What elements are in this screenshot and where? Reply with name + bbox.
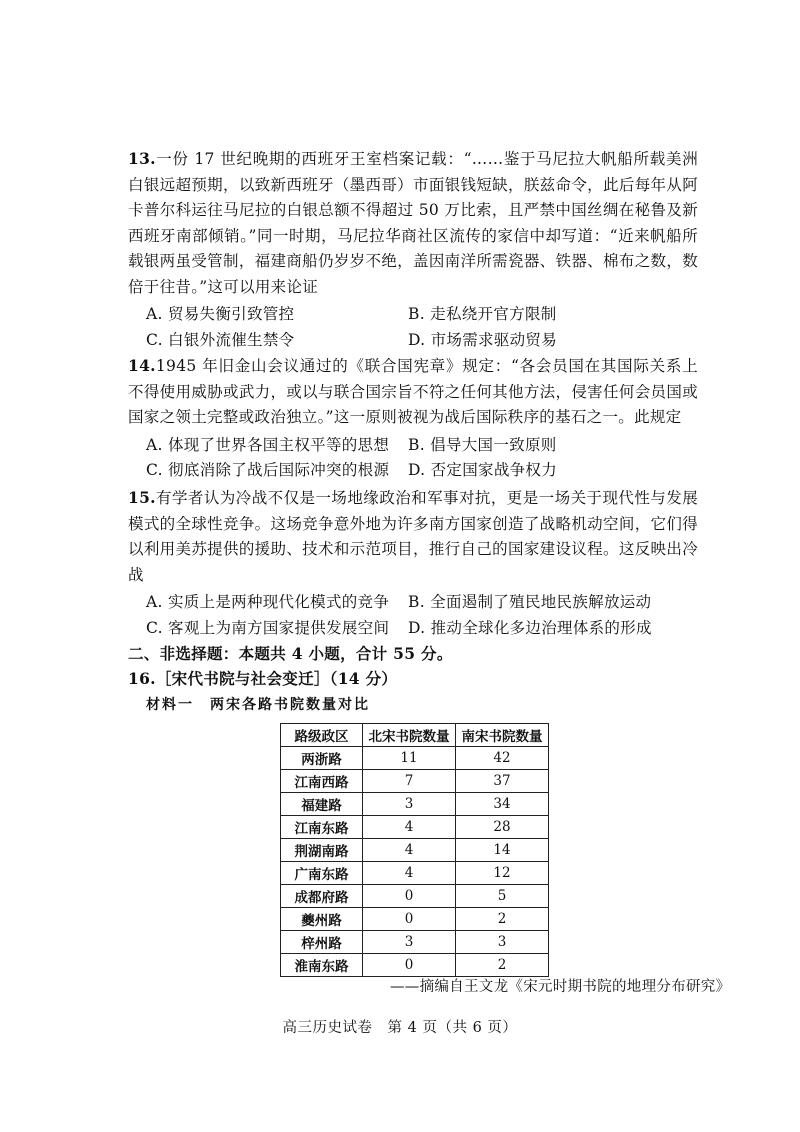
table-cell-northern: 4 <box>363 862 456 885</box>
question-14 <box>128 353 698 484</box>
question-15-options <box>128 590 698 641</box>
table-cell-region: 成都府路 <box>281 885 363 908</box>
table-cell-region: 夔州路 <box>281 908 363 931</box>
table-cell-northern: 0 <box>363 908 456 931</box>
table-cell-northern: 11 <box>363 747 456 770</box>
question-14-options <box>128 433 698 484</box>
table-cell-northern: 3 <box>363 931 456 954</box>
table-row <box>281 747 549 770</box>
question-14-stem <box>128 353 698 431</box>
table-cell-region: 江南西路 <box>281 770 363 793</box>
table-cell-northern: 4 <box>363 816 456 839</box>
table-header-region: 路级政区 <box>281 724 363 747</box>
table-row <box>281 954 549 977</box>
table-cell-region: 梓州路 <box>281 931 363 954</box>
question-13-options <box>128 302 698 353</box>
section-heading: 二、非选择题：本题共 4 小题，合计 55 分。 <box>128 644 453 663</box>
option-15-c[interactable]: C. 客观上为南方国家提供发展空间 <box>146 618 390 637</box>
table-cell-region: 两浙路 <box>281 747 363 770</box>
question-15-text: 有学者认为冷战不仅是一场地缘政治和军事对抗，更是一场关于现代性与发展模式的全球性竞争。这场竞争意外地为许多南方国家创造了战略机动空间，它们得以利用美苏提供的援助、技术和示范项目，推行自己的国家建设议程。这反映出冷战 <box>128 489 698 584</box>
table-cell-region: 淮南东路 <box>281 954 363 977</box>
option-13-b[interactable]: B. 走私绕开官方限制 <box>408 305 557 323</box>
table-cell-northern: 0 <box>363 954 456 977</box>
table-row <box>281 908 549 931</box>
question-15-stem <box>128 485 698 588</box>
question-15 <box>128 485 698 641</box>
table-cell-southern: 12 <box>456 862 549 885</box>
table-cell-southern: 34 <box>456 793 549 816</box>
question-16-heading: 16.［宋代书院与社会变迁］（14 分） <box>128 669 398 688</box>
question-14-number: 14. <box>128 356 156 375</box>
table-header-northern-song: 北宋书院数量 <box>363 724 456 747</box>
table-cell-southern: 14 <box>456 839 549 862</box>
table-cell-southern: 3 <box>456 931 549 954</box>
option-14-b[interactable]: B. 倡导大国一致原则 <box>408 435 557 454</box>
question-15-number: 15. <box>128 488 156 507</box>
option-14-c[interactable]: C. 彻底消除了战后国际冲突的根源 <box>146 461 390 479</box>
question-13-text: 一份 17 世纪晚期的西班牙王室档案记载：“……鉴于马尼拉大帆船所载美洲白银远超预期，以致新西班牙（墨西哥）市面银钱短缺，朕兹命令，此后每年从阿卡普尔科运往马尼拉的白银总额不得超过 50 万比索，且严禁中国丝绸在秘鲁及新西班牙南部倾销。”同一时期，马尼拉华商社区流传的家信中却写道：“近来帆船所载银两虽受管制，福建商船仍岁岁不绝，盖因南洋所需瓷器、铁器、棉布之数，数倍于往昔。”这可以用来论证 <box>128 150 698 296</box>
table-row <box>281 770 549 793</box>
table-cell-region: 江南东路 <box>281 816 363 839</box>
table-header-row <box>281 724 549 747</box>
table-cell-northern: 0 <box>363 885 456 908</box>
option-15-a[interactable]: A. 实质上是两种现代化模式的竞争 <box>146 593 390 611</box>
table-cell-southern: 28 <box>456 816 549 839</box>
table-row <box>281 931 549 954</box>
table-cell-southern: 2 <box>456 954 549 977</box>
table-cell-southern: 2 <box>456 908 549 931</box>
option-14-a[interactable]: A. 体现了世界各国主权平等的思想 <box>146 435 390 454</box>
material-title: 材料一 两宋各路书院数量对比 <box>146 697 370 713</box>
table-header-southern-song: 南宋书院数量 <box>456 724 549 747</box>
option-13-d[interactable]: D. 市场需求驱动贸易 <box>408 330 558 349</box>
option-15-d[interactable]: D. 推动全球化多边治理体系的形成 <box>408 618 652 637</box>
table-row <box>281 793 549 816</box>
question-13-stem <box>128 146 698 300</box>
option-13-a[interactable]: A. 贸易失衡引致管控 <box>146 305 295 323</box>
table-row <box>281 885 549 908</box>
table-cell-southern: 42 <box>456 747 549 770</box>
table-cell-southern: 5 <box>456 885 549 908</box>
table-source-citation: ——摘编自王文龙《宋元时期书院的地理分布研究》 <box>390 979 731 995</box>
question-14-text: 1945 年旧金山会议通过的《联合国宪章》规定：“各会员国在其国际关系上不得使用威胁或武力，或以与联合国宗旨不符之任何其他方法，侵害任何会员国或国家之领土完整或政治独立。”这一原则被视为战后国际秩序的基石之一。此规定 <box>128 357 698 426</box>
table-cell-region: 广南东路 <box>281 862 363 885</box>
table-row <box>281 839 549 862</box>
table-cell-northern: 7 <box>363 770 456 793</box>
table-cell-northern: 3 <box>363 793 456 816</box>
page-footer: 高三历史试卷 第 4 页（共 6 页） <box>282 1020 518 1036</box>
table-cell-southern: 37 <box>456 770 549 793</box>
academy-count-table <box>280 723 549 977</box>
table-cell-region: 福建路 <box>281 793 363 816</box>
table-row <box>281 862 549 885</box>
option-14-d[interactable]: D. 否定国家战争权力 <box>408 461 558 479</box>
question-13-number: 13. <box>128 149 156 168</box>
option-13-c[interactable]: C. 白银外流催生禁令 <box>146 330 295 349</box>
option-15-b[interactable]: B. 全面遏制了殖民地民族解放运动 <box>408 593 652 611</box>
table-row <box>281 816 549 839</box>
question-13 <box>128 146 698 353</box>
table-cell-northern: 4 <box>363 839 456 862</box>
table-cell-region: 荆湖南路 <box>281 839 363 862</box>
